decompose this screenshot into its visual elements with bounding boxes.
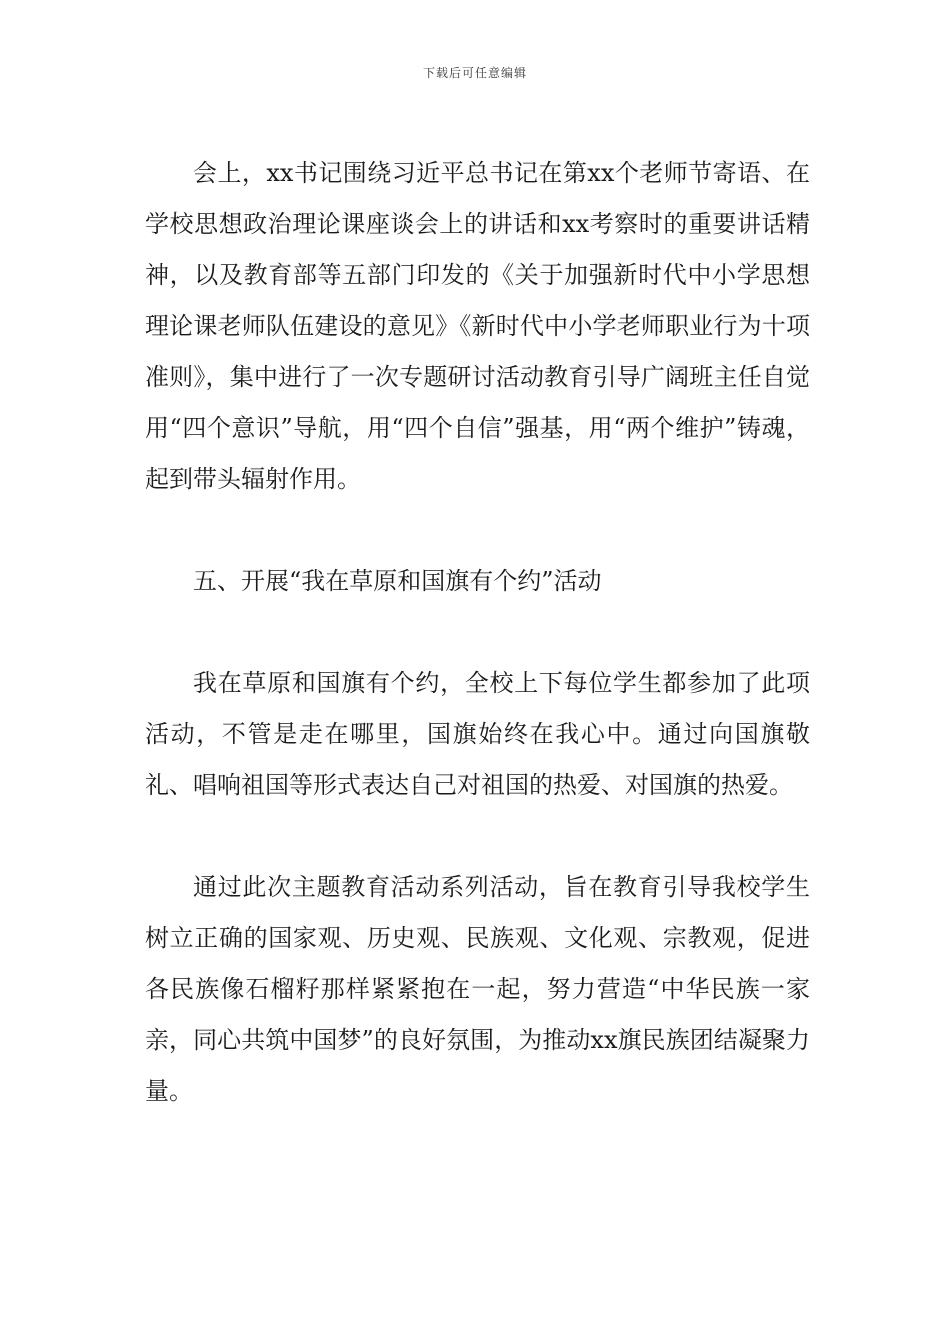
download-note: 下载后可任意编辑	[422, 66, 527, 80]
document-body	[145, 148, 810, 1117]
paragraph-conclusion: 通过此次主题教育活动系列活动，旨在教育引导我校学生树立正确的国家观、历史观、民族观、文化观、宗教观，促进各民族像石榴籽那样紧紧抱在一起，努力营造“中华民族一家亲，同心共筑中国梦”的良好氛围，为推动xx旗民族团结凝聚力量。	[145, 873, 810, 1105]
paragraph-flag-activity: 我在草原和国旗有个约，全校上下每位学生都参加了此项活动，不管是走在哪里，国旗始终在我心中。通过向国旗敬礼、唱响祖国等形式表达自己对祖国的热爱、对国旗的热爱。	[145, 669, 810, 799]
section-heading-flag-activity: 五、开展“我在草原和国旗有个约”活动	[193, 567, 602, 595]
paragraph-meeting-summary: 会上，xx书记围绕习近平总书记在第xx个老师节寄语、在学校思想政治理论课座谈会上的讲话和xx考察时的重要讲话精神，以及教育部等五部门印发的《关于加强新时代中小学思想理论课老师队伍建设的意见》《新时代中小学老师职业行为十项准则》，集中进行了一次专题研讨活动教育引导广阔班主任自觉用“四个意识”导航，用“四个自信”强基，用“两个维护”铸魂，起到带头辐射作用。	[145, 159, 810, 493]
